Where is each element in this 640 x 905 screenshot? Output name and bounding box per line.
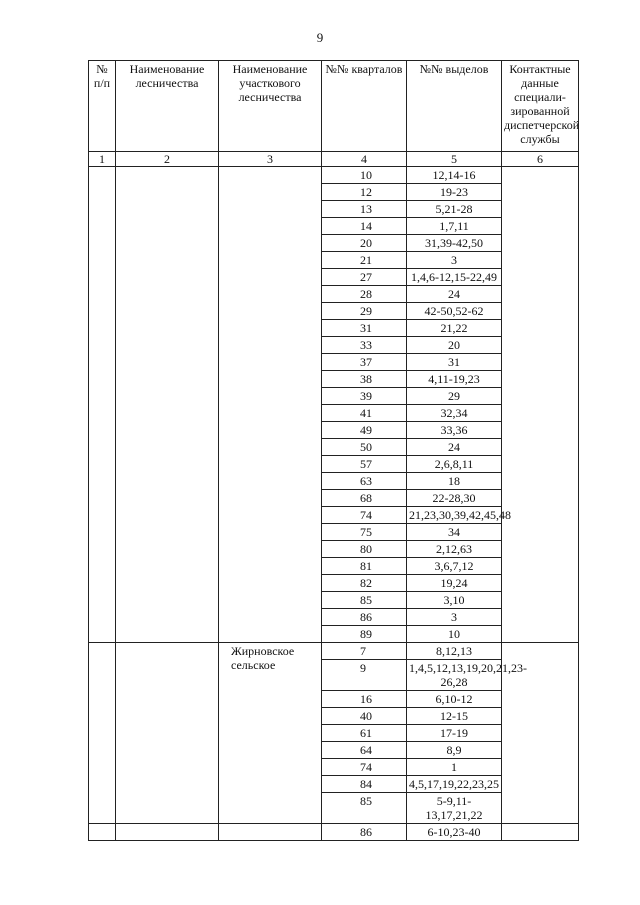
quarter-cell: 85 [322, 592, 407, 609]
quarter-cell: 16 [322, 691, 407, 708]
header-row [89, 61, 579, 152]
plots-cell: 12-15 [407, 708, 502, 725]
header-forestry: Наименование лесничества [116, 61, 219, 152]
column-number: 2 [116, 152, 219, 167]
plots-cell: 10 [407, 626, 502, 643]
plots-cell: 20 [407, 337, 502, 354]
forestry-table [88, 60, 579, 841]
contacts-cell [502, 167, 579, 643]
column-number: 3 [219, 152, 322, 167]
quarter-cell: 75 [322, 524, 407, 541]
header-subdistrict: Наименование участкового лесничества [219, 61, 322, 152]
quarter-cell: 80 [322, 541, 407, 558]
plots-cell: 29 [407, 388, 502, 405]
plots-cell: 2,12,63 [407, 541, 502, 558]
plots-cell: 4,5,17,19,22,23,25 [407, 776, 502, 793]
table-body [89, 167, 579, 841]
quarter-cell: 63 [322, 473, 407, 490]
quarter-cell: 29 [322, 303, 407, 320]
table-row [89, 167, 579, 184]
quarter-cell: 10 [322, 167, 407, 184]
quarter-cell: 50 [322, 439, 407, 456]
subdistrict-cell [219, 824, 322, 841]
forestry-cell [116, 167, 219, 643]
quarter-cell: 86 [322, 824, 407, 841]
quarter-cell: 85 [322, 793, 407, 824]
plots-cell: 1,4,6-12,15-22,49 [407, 269, 502, 286]
plots-cell: 32,34 [407, 405, 502, 422]
plots-cell: 31 [407, 354, 502, 371]
subdistrict-cell [219, 167, 322, 643]
num-cell [89, 643, 116, 824]
quarter-cell: 20 [322, 235, 407, 252]
plots-cell: 19,24 [407, 575, 502, 592]
plots-cell: 3 [407, 252, 502, 269]
plots-cell: 1,7,11 [407, 218, 502, 235]
plots-cell: 42-50,52-62 [407, 303, 502, 320]
column-number: 5 [407, 152, 502, 167]
table-row [89, 824, 579, 841]
plots-cell: 1,4,5,12,13,19,20,21,23-26,28 [407, 660, 502, 691]
plots-cell: 5,21-28 [407, 201, 502, 218]
plots-cell: 21,22 [407, 320, 502, 337]
quarter-cell: 28 [322, 286, 407, 303]
quarter-cell: 74 [322, 759, 407, 776]
quarter-cell: 57 [322, 456, 407, 473]
column-number: 6 [502, 152, 579, 167]
quarter-cell: 61 [322, 725, 407, 742]
quarter-cell: 12 [322, 184, 407, 201]
quarter-cell: 13 [322, 201, 407, 218]
plots-cell: 17-19 [407, 725, 502, 742]
quarter-cell: 9 [322, 660, 407, 691]
quarter-cell: 37 [322, 354, 407, 371]
plots-cell: 6,10-12 [407, 691, 502, 708]
plots-cell: 1 [407, 759, 502, 776]
page-number: 9 [316, 30, 324, 45]
quarter-cell: 14 [322, 218, 407, 235]
quarter-cell: 68 [322, 490, 407, 507]
quarter-cell: 41 [322, 405, 407, 422]
plots-cell: 3 [407, 609, 502, 626]
column-number-row [89, 152, 579, 167]
plots-cell: 12,14-16 [407, 167, 502, 184]
forestry-cell [116, 643, 219, 824]
header-contacts: Контактные данные специали-зированной диспетчерской службы [502, 61, 579, 152]
plots-cell: 3,10 [407, 592, 502, 609]
quarter-cell: 40 [322, 708, 407, 725]
quarter-cell: 81 [322, 558, 407, 575]
plots-cell: 24 [407, 286, 502, 303]
table-row [89, 643, 579, 660]
num-cell [89, 167, 116, 643]
plots-cell: 8,12,13 [407, 643, 502, 660]
header-num: № п/п [89, 61, 116, 152]
plots-cell: 34 [407, 524, 502, 541]
plots-cell: 33,36 [407, 422, 502, 439]
quarter-cell: 74 [322, 507, 407, 524]
quarter-cell: 84 [322, 776, 407, 793]
quarter-cell: 82 [322, 575, 407, 592]
quarter-cell: 49 [322, 422, 407, 439]
plots-cell: 19-23 [407, 184, 502, 201]
quarter-cell: 38 [322, 371, 407, 388]
quarter-cell: 31 [322, 320, 407, 337]
plots-cell: 2,6,8,11 [407, 456, 502, 473]
subdistrict-cell: Жирновское сельское [219, 643, 322, 824]
plots-cell: 22-28,30 [407, 490, 502, 507]
contacts-cell [502, 824, 579, 841]
quarter-cell: 33 [322, 337, 407, 354]
header-plots: №№ выделов [407, 61, 502, 152]
quarter-cell: 21 [322, 252, 407, 269]
forestry-cell [116, 824, 219, 841]
quarter-cell: 27 [322, 269, 407, 286]
plots-cell: 5-9,11-13,17,21,22 [407, 793, 502, 824]
plots-cell: 4,11-19,23 [407, 371, 502, 388]
plots-cell: 21,23,30,39,42,45,48 [407, 507, 502, 524]
quarter-cell: 86 [322, 609, 407, 626]
plots-cell: 6-10,23-40 [407, 824, 502, 841]
plots-cell: 18 [407, 473, 502, 490]
quarter-cell: 64 [322, 742, 407, 759]
quarter-cell: 39 [322, 388, 407, 405]
plots-cell: 8,9 [407, 742, 502, 759]
quarter-cell: 7 [322, 643, 407, 660]
plots-cell: 24 [407, 439, 502, 456]
plots-cell: 3,6,7,12 [407, 558, 502, 575]
header-quarters: №№ кварталов [322, 61, 407, 152]
column-number: 1 [89, 152, 116, 167]
num-cell [89, 824, 116, 841]
column-number: 4 [322, 152, 407, 167]
plots-cell: 31,39-42,50 [407, 235, 502, 252]
quarter-cell: 89 [322, 626, 407, 643]
